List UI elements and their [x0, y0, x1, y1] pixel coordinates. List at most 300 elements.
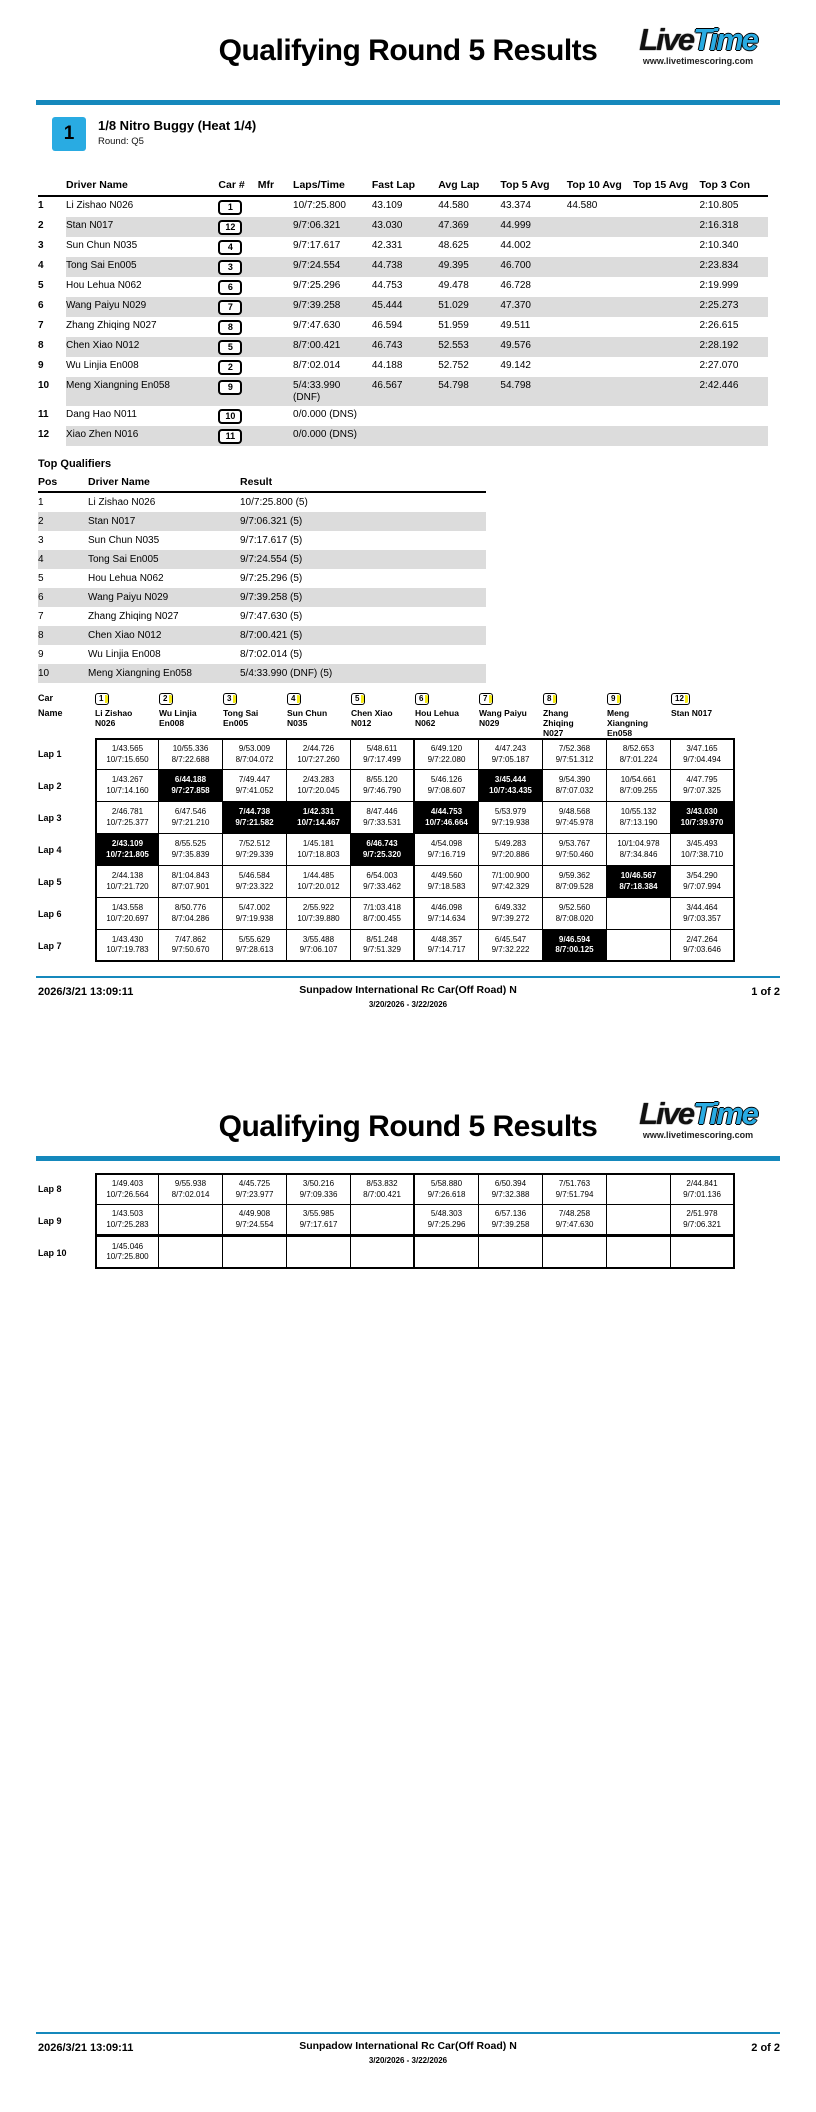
- lap-total: 8/7:07.901: [171, 881, 210, 891]
- lap-chart-driver-name: Meng Xiangning En058: [607, 708, 649, 738]
- lap-chart-continued: [38, 1173, 816, 1269]
- results-mfr: [258, 377, 293, 406]
- results-top3-con: [699, 406, 768, 426]
- lap-total: 8/7:22.688: [171, 754, 210, 764]
- results-pos: 10: [38, 380, 50, 391]
- lap-total: 8/7:02.014: [171, 1189, 210, 1199]
- results-laps-time: [293, 337, 372, 357]
- results-top3-con: 2:28.192: [699, 337, 768, 357]
- lap-cell: [607, 866, 671, 898]
- lap-cell: [671, 738, 735, 770]
- results-row: [38, 426, 768, 446]
- car-number-badge: 3: [223, 693, 237, 705]
- results-mfr: [258, 237, 293, 257]
- results-pos: 8: [38, 340, 44, 351]
- lap-time: 8/50.776: [174, 903, 207, 912]
- lap-time: 3/47.165: [686, 744, 718, 753]
- lap-chart-driver-name: Zhang Zhiqing N027: [543, 708, 574, 738]
- lap-cell: [287, 738, 351, 770]
- lap-cell: [95, 802, 159, 834]
- lap-chart-name-label: Name: [38, 708, 63, 718]
- lap-total: 10/7:39.970: [680, 817, 724, 827]
- lap-chart-car-cell: [607, 693, 671, 708]
- lap-time: 3/44.464: [686, 903, 718, 912]
- results-mfr: [258, 257, 293, 277]
- results-row: [38, 277, 768, 297]
- lap-total: 9/7:32.222: [491, 945, 530, 954]
- results-mfr: [258, 196, 293, 217]
- lap-time: 4/46.098: [430, 903, 463, 912]
- lap-cell: [223, 866, 287, 898]
- results-top3-con: 2:10.805: [699, 200, 739, 211]
- car-number-badge: 12: [671, 693, 690, 705]
- lap-total: 10/7:15.650: [106, 754, 149, 764]
- results-header-5: Avg Lap: [438, 177, 500, 196]
- lap-cell: [223, 834, 287, 866]
- results-driver: Hou Lehua N062: [65, 280, 142, 291]
- lap-cell: [287, 802, 351, 834]
- results-fast-lap: 46.594: [371, 320, 403, 331]
- lap-cell: [671, 802, 735, 834]
- lap-row: [38, 898, 816, 930]
- lap-time: 2/43.283: [302, 775, 335, 784]
- lap-total: 9/7:25.320: [362, 849, 402, 859]
- lap-cell: [95, 770, 159, 802]
- results-top5-avg: 44.999: [500, 217, 566, 237]
- lap-cell: [607, 834, 671, 866]
- page-title: Qualifying Round 5 Results: [218, 1110, 598, 1143]
- lap-cell: [159, 802, 223, 834]
- lap-cell: [351, 898, 415, 930]
- lap-total: 8/7:09.255: [619, 785, 658, 795]
- tq-row: [38, 607, 486, 626]
- lap-cell: [479, 770, 543, 802]
- results-row: [38, 377, 768, 406]
- lap-cell: [351, 1237, 415, 1269]
- lap-time: 7/47.862: [174, 934, 207, 944]
- lap-time: 2/43.109: [111, 839, 144, 848]
- lap-cell: [671, 1205, 735, 1237]
- lap-chart-driver-name: Hou Lehua N062: [415, 708, 459, 728]
- lap-row: [38, 866, 816, 898]
- car-number-badge: 5: [351, 693, 365, 705]
- lap-total: 9/7:17.499: [363, 754, 401, 764]
- lap-total: 9/7:39.258: [491, 1219, 530, 1229]
- lap-time: 5/58.880: [430, 1179, 463, 1188]
- results-driver: Stan N017: [66, 217, 218, 237]
- results-driver: Wu Linjia En008: [65, 360, 139, 371]
- lap-time: 5/48.303: [430, 1209, 463, 1218]
- lap-total: 9/7:04.494: [683, 754, 721, 764]
- results-row: [38, 217, 768, 237]
- livetime-logo-text: [610, 24, 786, 56]
- lap-row-label: Lap 10: [38, 1248, 67, 1258]
- lap-cell: [607, 1173, 671, 1205]
- tq-result: 9/7:06.321 (5): [240, 512, 486, 531]
- laps-time-status: (DNF): [293, 392, 321, 403]
- lap-cell: [223, 898, 287, 930]
- tq-result: 8/7:02.014 (5): [240, 649, 303, 660]
- results-top15-avg: [633, 297, 699, 317]
- results-laps-time: [293, 317, 372, 337]
- lap-time: 10/55.336: [172, 744, 209, 753]
- results-header-1: Car #: [218, 177, 257, 196]
- tq-pos: 1: [38, 497, 44, 508]
- results-driver: Sun Chun N035: [65, 240, 138, 251]
- lap-cell: [159, 930, 223, 962]
- lap-row: [38, 834, 816, 866]
- lap-cell: [287, 866, 351, 898]
- lap-chart-driver-name: Li Zishao N026: [95, 708, 133, 728]
- results-mfr: [258, 297, 293, 317]
- results-top5-avg: 43.374: [500, 200, 531, 211]
- lap-cell: [607, 930, 671, 962]
- results-header-row: [38, 177, 768, 196]
- results-top15-avg: [633, 277, 699, 297]
- car-number-badge: 7: [218, 300, 242, 315]
- results-driver: Wang Paiyu N029: [66, 297, 218, 317]
- lap-total: 10/7:39.880: [297, 913, 340, 923]
- lap-time: 7/52.512: [238, 839, 271, 848]
- lap-row: [38, 738, 816, 770]
- results-top15-avg: [633, 426, 699, 446]
- lap-time: 9/53.009: [238, 744, 271, 753]
- tq-pos: 6: [38, 588, 88, 607]
- results-header-6: Top 5 Avg: [500, 177, 566, 196]
- lap-total: 8/7:00.421: [363, 1189, 401, 1199]
- lap-total: 8/7:18.384: [619, 881, 658, 891]
- lap-total: 9/7:21.210: [171, 817, 210, 827]
- lap-chart-driver-name: Sun Chun N035: [287, 708, 328, 728]
- lap-total: 9/7:26.618: [427, 1189, 466, 1199]
- logo-url: www.livetimescoring.com: [642, 1130, 754, 1140]
- lap-time: 3/45.493: [686, 839, 718, 848]
- lap-time: 4/45.725: [238, 1179, 271, 1188]
- results-top15-avg: [633, 406, 699, 426]
- results-top10-avg: [567, 257, 633, 277]
- lap-total: 9/7:51.794: [555, 1189, 594, 1199]
- lap-cell: [415, 738, 479, 770]
- livetime-logo: [610, 24, 786, 66]
- results-top10-avg: [567, 277, 633, 297]
- lap-time: 5/46.584: [238, 871, 271, 880]
- car-number-badge: 10: [218, 409, 242, 424]
- lap-total: 10/7:20.012: [297, 881, 340, 891]
- results-pos: 5: [38, 280, 44, 291]
- results-top5-avg: 46.728: [500, 280, 531, 291]
- results-row: [38, 357, 768, 377]
- lap-chart-car-label: Car: [38, 693, 54, 703]
- results-laps-time: [293, 277, 372, 297]
- lap-total: 9/7:05.187: [491, 754, 530, 764]
- results-mfr: [258, 357, 293, 377]
- lap-row: [38, 802, 816, 834]
- lap-total: 8/7:00.455: [363, 913, 401, 923]
- logo-url: www.livetimescoring.com: [642, 56, 754, 66]
- lap-total: 9/7:20.886: [491, 849, 530, 859]
- lap-total: 8/7:34.846: [619, 849, 658, 859]
- lap-row-label: Lap 5: [38, 877, 62, 887]
- lap-time: 8/52.653: [622, 744, 655, 753]
- lap-row-label: Lap 1: [38, 749, 62, 759]
- lap-cell: [95, 1173, 159, 1205]
- tq-row: [38, 626, 486, 645]
- lap-cell: [159, 1205, 223, 1237]
- lap-total: 9/7:14.717: [427, 945, 466, 954]
- lap-chart-car-cell: [159, 693, 223, 708]
- results-top10-avg: [567, 406, 633, 426]
- footer-page-number: 1 of 2: [751, 986, 780, 998]
- results-fast-lap: 42.331: [371, 240, 403, 251]
- lap-total: 9/7:06.321: [683, 1219, 721, 1229]
- laps-time-line: 8/7:02.014: [293, 360, 341, 371]
- results-laps-time: [293, 377, 372, 406]
- car-number-badge: 11: [218, 429, 242, 444]
- lap-cell: [351, 738, 415, 770]
- lap-time: 3/45.444: [494, 775, 527, 784]
- lap-chart-driver-name: Wu Linjia En008: [159, 708, 197, 728]
- lap-cell: [479, 802, 543, 834]
- laps-time-line: 9/7:24.554: [293, 260, 341, 271]
- logo-live-text: Live: [639, 1096, 694, 1131]
- lap-total: 9/7:41.052: [235, 785, 274, 795]
- results-driver: Dang Hao N011: [65, 409, 137, 420]
- results-pos: 7: [38, 320, 44, 331]
- lap-cell: [543, 770, 607, 802]
- results-top3-con: 2:25.273: [699, 297, 768, 317]
- lap-cell: [159, 1173, 223, 1205]
- lap-time: 7/44.738: [238, 807, 271, 816]
- results-car: [218, 297, 257, 317]
- results-pos: 11: [38, 409, 49, 420]
- tq-row: [38, 569, 486, 588]
- results-laps-time: [293, 357, 372, 377]
- lap-time: 6/47.546: [174, 807, 207, 816]
- tq-driver: Wang Paiyu N029: [88, 588, 240, 607]
- car-number-badge: 9: [218, 380, 242, 395]
- lap-cell: [479, 866, 543, 898]
- results-top15-avg: [633, 337, 699, 357]
- lap-chart-car-cell: [351, 693, 415, 708]
- lap-time: 5/49.283: [494, 839, 527, 848]
- lap-total: 10/7:14.467: [297, 817, 340, 827]
- results-avg-lap: 54.798: [438, 377, 500, 406]
- lap-total: 10/7:25.377: [106, 817, 149, 827]
- lap-cell: [543, 1173, 607, 1205]
- results-driver: Meng Xiangning En058: [66, 377, 218, 406]
- tq-result: 9/7:39.258 (5): [240, 588, 486, 607]
- heat-info: [98, 117, 256, 147]
- lap-time: 1/49.403: [111, 1179, 144, 1188]
- lap-total: 9/7:33.531: [363, 817, 401, 827]
- lap-cell: [607, 1237, 671, 1269]
- lap-cell: [415, 1205, 479, 1237]
- results-top10-avg: [567, 426, 633, 446]
- car-number-badge: 4: [218, 240, 242, 255]
- results-car: [218, 317, 257, 337]
- lap-total: 10/7:26.564: [106, 1189, 149, 1199]
- results-row: [38, 196, 768, 217]
- laps-time-line: 0/0.000 (DNS): [293, 429, 357, 440]
- tq-header-1: Driver Name: [88, 474, 240, 492]
- car-number-badge: 7: [479, 693, 493, 705]
- results-top15-avg: [633, 377, 699, 406]
- lap-cell: [671, 898, 735, 930]
- lap-cell: [351, 1205, 415, 1237]
- results-top3-con: 2:26.615: [699, 320, 739, 331]
- laps-time-line: 9/7:39.258: [293, 300, 341, 311]
- results-avg-lap: 49.478: [438, 280, 469, 291]
- lap-cell: [543, 1205, 607, 1237]
- tq-driver: Zhang Zhiqing N027: [88, 611, 179, 622]
- car-number-badge: 6: [218, 280, 242, 295]
- lap-time: 8/1:04.843: [171, 871, 210, 880]
- lap-cell: [607, 802, 671, 834]
- lap-time: 7/1:03.418: [363, 903, 401, 912]
- lap-time: 2/51.978: [686, 1209, 718, 1218]
- lap-total: 9/7:01.136: [683, 1189, 721, 1199]
- results-mfr: [258, 277, 293, 297]
- results-car: [218, 357, 257, 377]
- lap-total: 9/7:47.630: [555, 1219, 594, 1229]
- lap-time: 1/43.430: [111, 934, 144, 944]
- lap-cell: [415, 834, 479, 866]
- lap-total: 9/7:23.977: [235, 1189, 274, 1199]
- lap-cell: [95, 866, 159, 898]
- tq-driver: Meng Xiangning En058: [88, 664, 240, 683]
- lap-total: 9/7:50.460: [555, 849, 594, 859]
- tq-row: [38, 588, 486, 607]
- results-row: [38, 297, 768, 317]
- lap-cell: [159, 738, 223, 770]
- results-mfr: [258, 426, 293, 446]
- lap-time: 3/43.030: [686, 807, 718, 816]
- lap-total: 9/7:27.858: [171, 785, 210, 795]
- lap-total: 9/7:09.336: [299, 1189, 338, 1199]
- lap-cell: [671, 1173, 735, 1205]
- lap-time: 1/43.558: [111, 903, 144, 912]
- results-top15-avg: [633, 317, 699, 337]
- lap-total: 9/7:45.978: [555, 817, 594, 827]
- tq-driver: Wu Linjia En008: [88, 649, 161, 660]
- heat-name: 1/8 Nitro Buggy (Heat 1/4): [98, 118, 257, 133]
- footer-event-dates: 3/20/2026 - 3/22/2026: [368, 1000, 448, 1009]
- lap-total: 10/7:43.435: [489, 785, 532, 795]
- lap-total: 9/7:22.080: [427, 754, 466, 764]
- lap-cell: [543, 898, 607, 930]
- lap-total: 10/7:18.803: [297, 849, 340, 859]
- lap-cell: [287, 1205, 351, 1237]
- results-top10-avg: [567, 317, 633, 337]
- lap-total: 8/7:00.125: [555, 945, 594, 954]
- lap-time: 2/46.781: [111, 807, 144, 816]
- lap-chart-car-cell: [415, 693, 479, 708]
- lap-total: 9/7:35.839: [171, 849, 210, 859]
- lap-total: 9/7:42.329: [491, 881, 530, 891]
- car-number-badge: 8: [218, 320, 242, 335]
- lap-chart-driver-name: Chen Xiao N012: [351, 708, 393, 728]
- lap-row: [38, 930, 816, 962]
- lap-total: 9/7:28.613: [235, 945, 274, 954]
- lap-cell: [479, 834, 543, 866]
- livetime-logo: [610, 1098, 786, 1140]
- lap-total: 9/7:50.670: [171, 945, 210, 954]
- lap-time: 10/1:04.978: [617, 839, 660, 848]
- lap-cell: [479, 1237, 543, 1269]
- lap-total: 8/7:04.072: [235, 754, 274, 764]
- footer-datetime: 2026/3/21 13:09:11: [38, 2042, 134, 2054]
- lap-time: 9/59.362: [558, 871, 591, 880]
- lap-time: 2/44.138: [111, 871, 144, 880]
- results-top10-avg: [567, 297, 633, 317]
- results-top5-avg: 47.370: [500, 297, 566, 317]
- car-number-badge: 12: [218, 220, 242, 235]
- tq-pos: 9: [38, 649, 44, 660]
- tq-header-0: Pos: [38, 474, 88, 492]
- tq-row: [38, 664, 486, 683]
- results-row: [38, 237, 768, 257]
- lap-cell: [223, 930, 287, 962]
- results-pos: 4: [38, 260, 44, 271]
- lap-chart-car-cell: [543, 693, 607, 708]
- results-row: [38, 317, 768, 337]
- lap-time: 7/48.258: [558, 1209, 591, 1218]
- results-avg-lap: 52.752: [438, 360, 469, 371]
- lap-total: 9/7:19.938: [235, 913, 274, 923]
- tq-pos: 4: [38, 550, 88, 569]
- results-top10-avg: [567, 337, 633, 357]
- lap-cell: [415, 802, 479, 834]
- lap-time: 5/46.126: [430, 775, 463, 784]
- lap-cell: [543, 738, 607, 770]
- tq-driver: Stan N017: [88, 512, 240, 531]
- results-row: [38, 337, 768, 357]
- lap-time: 1/43.503: [111, 1209, 144, 1218]
- lap-total: 9/7:07.994: [683, 881, 721, 891]
- lap-cell: [607, 738, 671, 770]
- results-laps-time: [293, 196, 372, 217]
- lap-time: 6/46.743: [366, 839, 398, 848]
- lap-time: 8/51.248: [366, 934, 398, 944]
- tq-driver: Hou Lehua N062: [88, 573, 164, 584]
- lap-total: 8/7:07.032: [555, 785, 594, 795]
- lap-cell: [479, 1205, 543, 1237]
- laps-time-line: 9/7:17.617: [293, 240, 341, 251]
- lap-total: 9/7:07.325: [683, 785, 721, 795]
- results-laps-time: [293, 426, 372, 446]
- results-top5-avg: [500, 426, 566, 446]
- results-pos: 3: [38, 240, 44, 251]
- lap-time: 6/45.547: [494, 934, 527, 944]
- lap-time: 4/48.357: [430, 934, 463, 944]
- lap-total: 9/7:17.617: [299, 1219, 338, 1229]
- results-mfr: [258, 217, 293, 237]
- lap-total: 9/7:29.339: [235, 849, 274, 859]
- lap-total: 9/7:24.554: [235, 1219, 274, 1229]
- lap-time: 9/54.390: [558, 775, 591, 784]
- lap-total: 8/7:09.528: [555, 881, 594, 891]
- lap-cell: [287, 770, 351, 802]
- lap-total: 10/7:19.783: [106, 945, 149, 954]
- results-driver: Xiao Zhen N016: [66, 426, 218, 446]
- lap-time: 2/47.264: [686, 934, 718, 944]
- results-mfr: [258, 317, 293, 337]
- lap-total: 8/7:01.224: [619, 754, 658, 764]
- lap-time: 7/49.447: [238, 775, 271, 784]
- laps-time-line: 9/7:25.296: [293, 280, 341, 291]
- lap-total: 10/7:21.720: [106, 881, 149, 891]
- lap-time: 5/55.629: [238, 934, 271, 944]
